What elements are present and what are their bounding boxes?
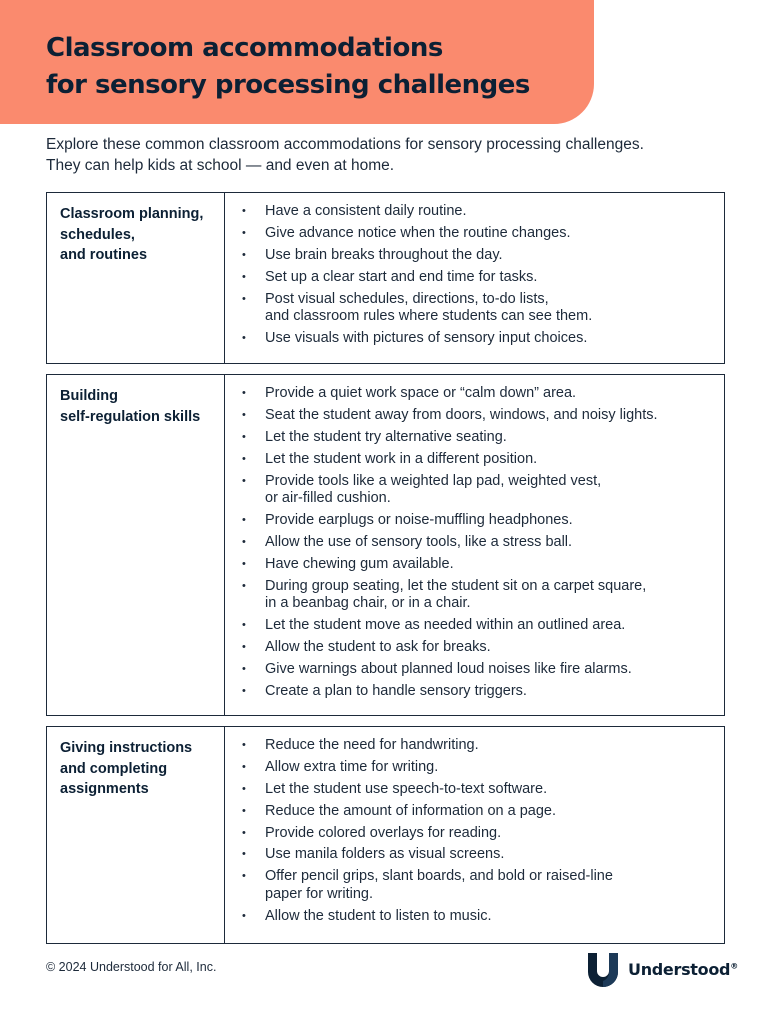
list-item <box>242 407 718 425</box>
item-line: • Let the student use speech-to-text software. <box>265 780 548 797</box>
intro-line: Explore these common classroom accommodations for sensory processing challenges. <box>46 136 644 153</box>
logo-wordmark <box>628 960 738 979</box>
item-line: • Allow the student to listen to music. <box>265 907 492 924</box>
category-line: self-regulation skills <box>60 408 201 425</box>
item-line: • Have a consistent daily routine. <box>265 203 467 219</box>
item-line: • Use brain breaks throughout the day. <box>265 246 503 263</box>
accommodation-table-assignments <box>46 726 725 944</box>
item-line: • Give advance notice when the routine changes. <box>265 224 571 241</box>
intro-line: They can help kids at school — and even at home. <box>46 157 395 174</box>
understood-logo <box>586 951 738 987</box>
title-line: for sensory processing challenges <box>46 70 530 100</box>
category-line: assignments <box>60 781 149 797</box>
item-line: • During group seating, let the student sit on a carpet square, <box>265 577 647 594</box>
list-item <box>242 781 718 799</box>
list-item <box>242 203 718 221</box>
list-item <box>242 908 718 926</box>
item-line: • Reduce the amount of information on a page. <box>265 802 556 819</box>
item-line: • Let the student work in a different position. <box>265 450 538 467</box>
accommodation-table-self-regulation <box>46 374 725 716</box>
category-cell <box>47 727 225 943</box>
item-line: • Give warnings about planned loud noises like fire alarms. <box>265 660 632 677</box>
item-line: or air-filled cushion. <box>265 490 391 507</box>
item-line: • Reduce the need for handwriting. <box>265 737 479 753</box>
list-item <box>242 556 718 574</box>
list-item <box>242 269 718 287</box>
list-item <box>242 661 718 679</box>
accommodation-list <box>225 727 724 943</box>
item-line: • Provide earplugs or noise-muffling headphones. <box>265 511 573 528</box>
list-item <box>242 512 718 530</box>
category-cell <box>47 193 225 363</box>
category-line: Giving instructions <box>60 740 193 756</box>
logo-text: Understood <box>628 959 731 979</box>
category-line: schedules, <box>60 226 135 243</box>
list-item <box>242 578 718 613</box>
understood-u-icon <box>586 951 620 987</box>
item-line: • Provide tools like a weighted lap pad, weighted vest, <box>265 472 602 489</box>
category-line: and routines <box>60 247 148 263</box>
item-line: • Have chewing gum available. <box>265 555 454 572</box>
list-item <box>242 868 718 903</box>
item-line: • Seat the student away from doors, windows, and noisy lights. <box>265 406 658 423</box>
accommodation-list <box>225 375 724 715</box>
list-item <box>242 825 718 843</box>
list-item <box>242 617 718 635</box>
list-item <box>242 330 718 348</box>
list-item <box>242 759 718 777</box>
list-item <box>242 225 718 243</box>
list-item <box>242 247 718 265</box>
registered-mark: ® <box>730 961 738 971</box>
category-line: Building <box>60 388 118 404</box>
accommodation-table-routines <box>46 192 725 364</box>
category-cell <box>47 375 225 715</box>
list-item <box>242 291 718 326</box>
page-title <box>46 30 586 104</box>
item-line: • Create a plan to handle sensory triggers. <box>265 682 527 699</box>
item-line: • Use visuals with pictures of sensory input choices. <box>265 329 588 346</box>
list-item <box>242 534 718 552</box>
list-item <box>242 846 718 864</box>
category-line: Classroom planning, <box>60 206 204 222</box>
item-line: • Allow the use of sensory tools, like a stress ball. <box>265 533 573 550</box>
title-line: Classroom accommodations <box>46 33 443 63</box>
item-line: • Allow the student to ask for breaks. <box>265 638 491 655</box>
item-line: in a beanbag chair, or in a chair. <box>265 595 471 612</box>
category-line: and completing <box>60 760 168 777</box>
item-line: • Provide colored overlays for reading. <box>265 824 502 841</box>
list-item <box>242 803 718 821</box>
item-line: • Allow extra time for writing. <box>265 758 439 775</box>
accommodation-list <box>225 193 724 363</box>
item-line: • Provide a quiet work space or “calm down” area. <box>265 385 577 401</box>
item-line: • Set up a clear start and end time for tasks. <box>265 268 538 285</box>
item-line: paper for writing. <box>265 885 373 902</box>
list-item <box>242 429 718 447</box>
item-line: • Let the student try alternative seating. <box>265 428 507 445</box>
item-line: and classroom rules where students can see them. <box>265 308 593 325</box>
list-item <box>242 737 718 755</box>
list-item <box>242 385 718 403</box>
item-line: • Let the student move as needed within an outlined area. <box>265 617 626 634</box>
copyright-text: © 2024 Understood for All, Inc. <box>46 960 217 974</box>
list-item <box>242 451 718 469</box>
item-line: • Offer pencil grips, slant boards, and bold or raised-line <box>265 868 613 885</box>
item-line: • Post visual schedules, directions, to-do lists, <box>265 290 549 307</box>
intro-text <box>46 134 736 176</box>
list-item <box>242 473 718 508</box>
item-line: • Use manila folders as visual screens. <box>265 846 505 863</box>
list-item <box>242 683 718 701</box>
list-item <box>242 639 718 657</box>
